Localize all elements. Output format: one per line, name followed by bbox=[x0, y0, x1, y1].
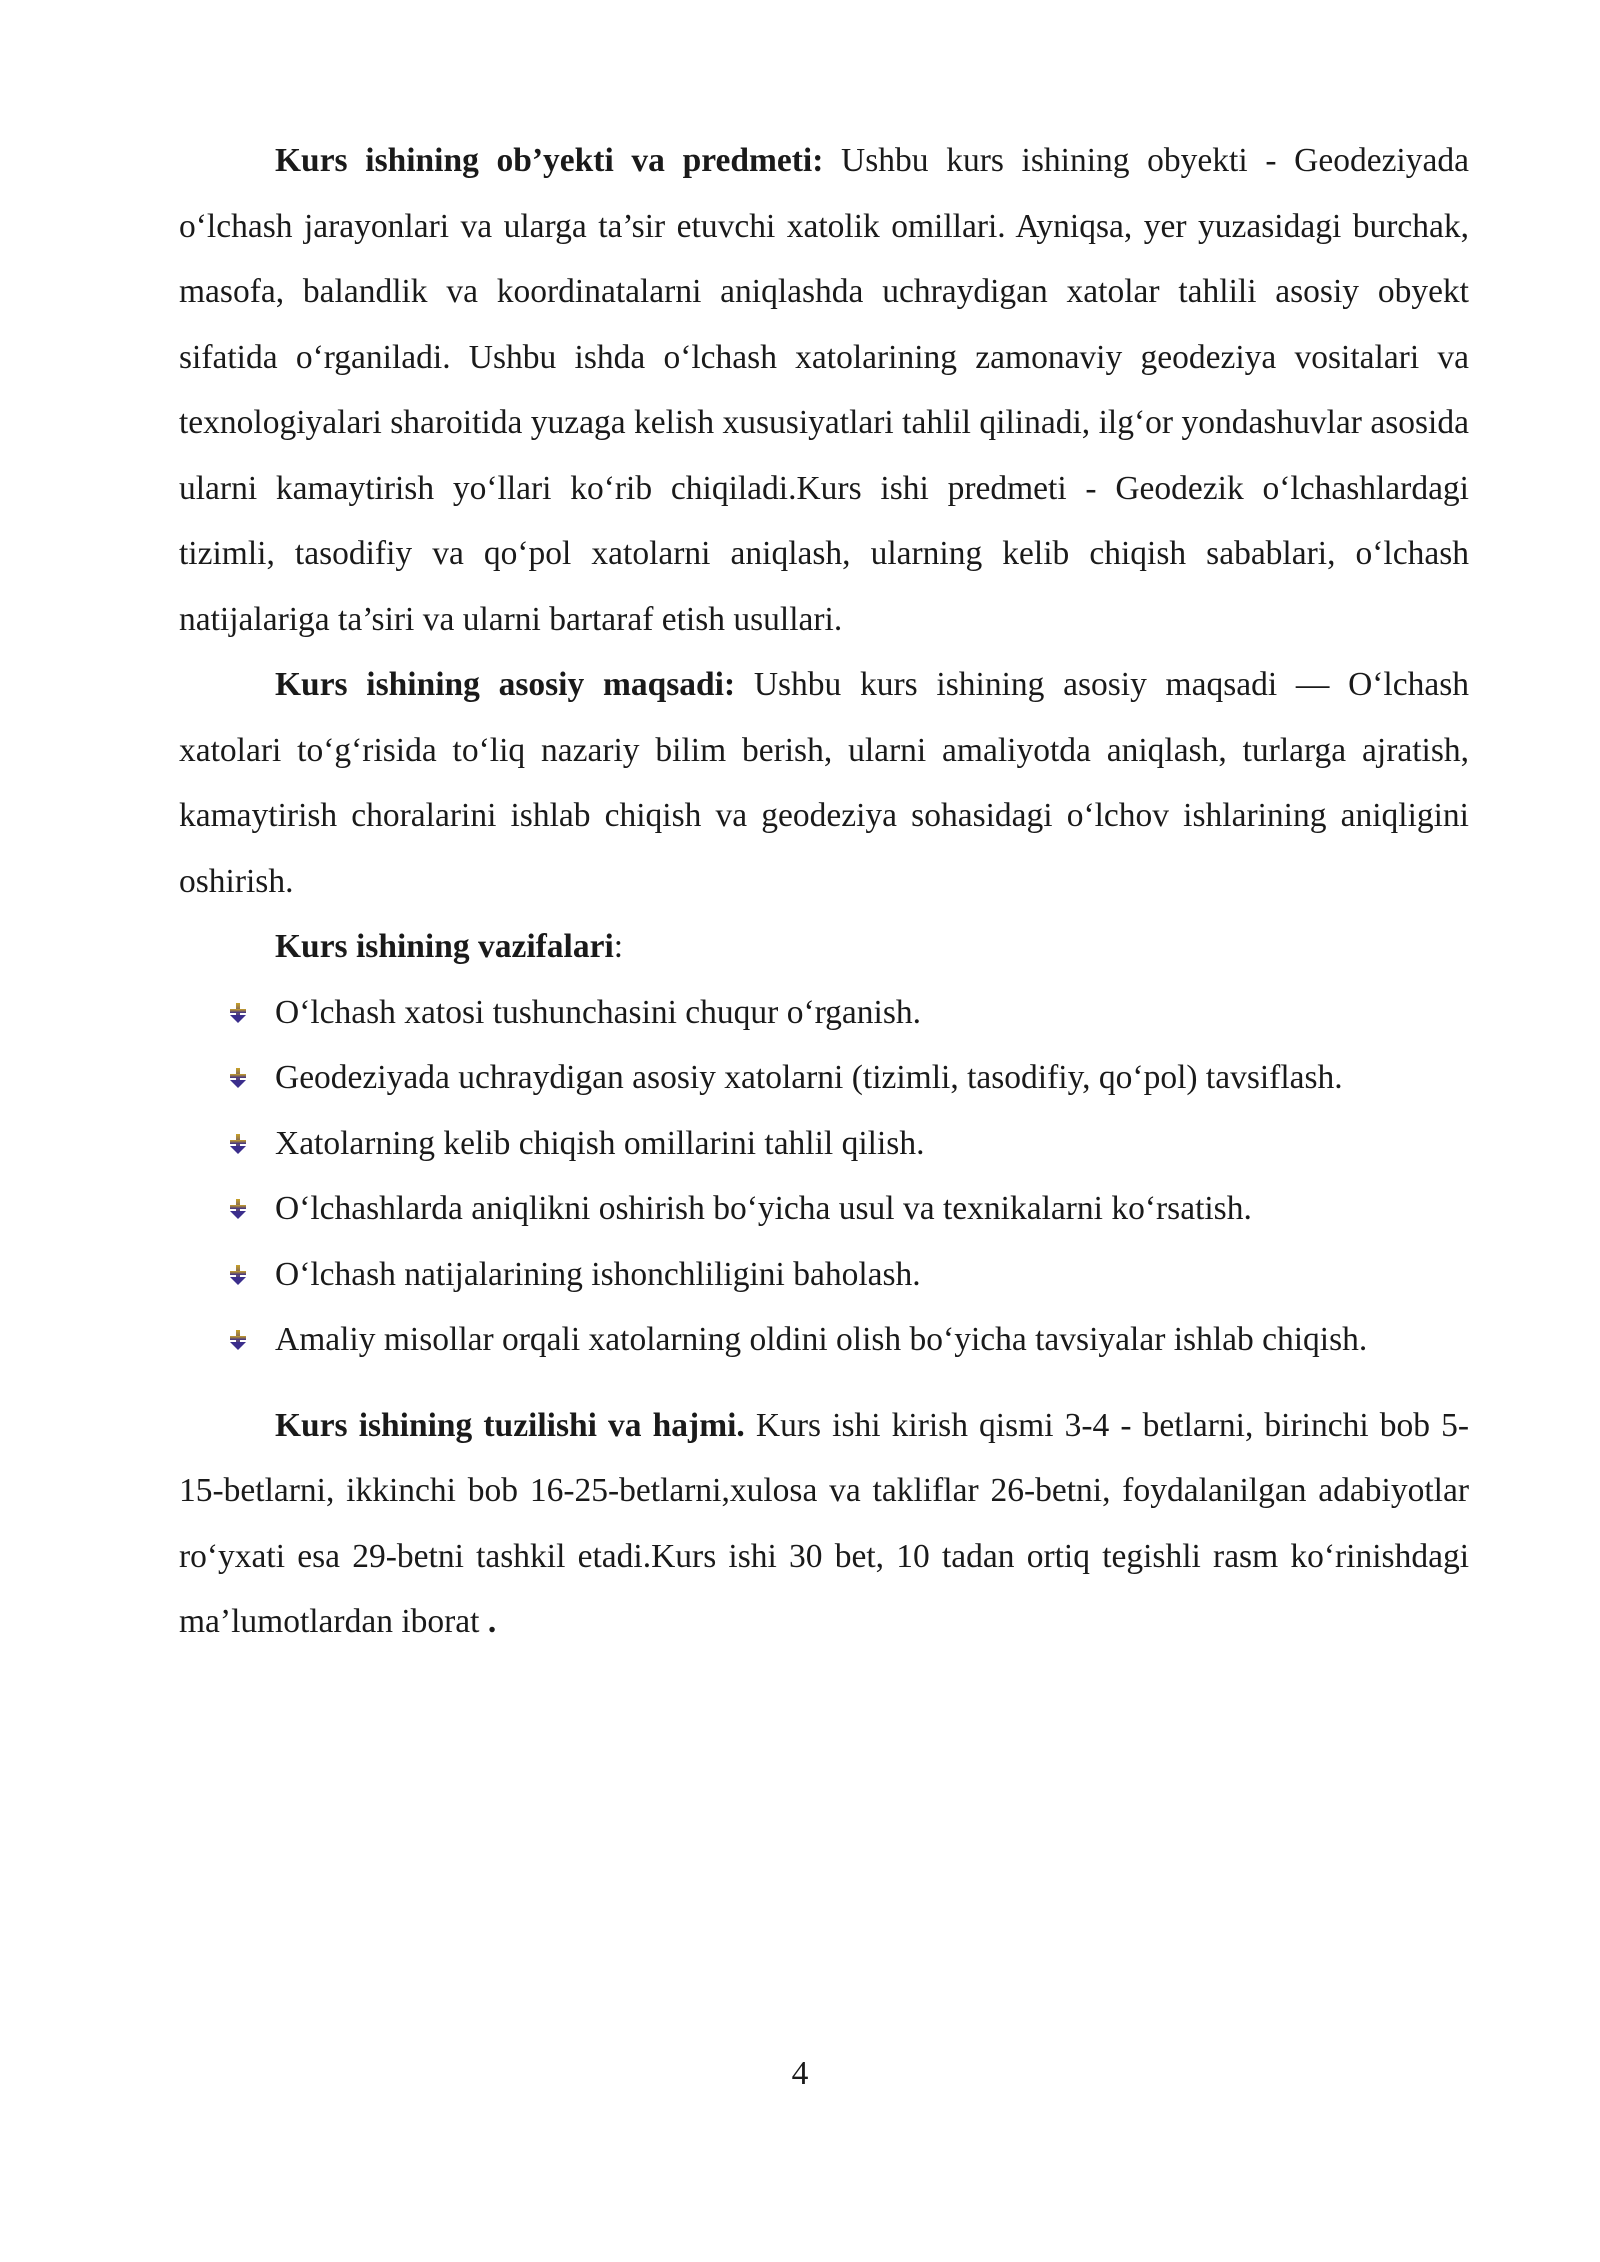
list-item bbox=[179, 1242, 1469, 1308]
structure-text: Kurs ishi kirish qismi 3-4 - betlarni, birinchi bob 5-15-betlarni, ikkinchi bob 16-25-betlarni,xulosa va takliflar 26-betni, foydalanilgan adabiyotlar ro‘yxati esa 29-betni tashkil etadi.Kurs ishi 30 bet, 10 tadan ortiq tegishli rasm ko‘rinishdagi ma’lumotlardan iborat bbox=[179, 1406, 1469, 1640]
page-number: 4 bbox=[791, 2055, 809, 2092]
structure-paragraph bbox=[179, 1393, 1469, 1655]
list-item-text: Xatolarning kelib chiqish omillarini tahlil qilish. bbox=[275, 1124, 925, 1162]
object-paragraph bbox=[179, 128, 1469, 652]
tasks-heading: Kurs ishining vazifalari bbox=[275, 928, 614, 965]
list-item bbox=[179, 1176, 1469, 1242]
arrow-down-plus-icon bbox=[227, 1002, 249, 1024]
section-spacer bbox=[179, 1373, 1469, 1393]
tasks-heading-colon: : bbox=[613, 928, 624, 965]
list-item-text: Amaliy misollar orqali xatolarning oldini olish bo‘yicha tavsiyalar ishlab chiqish. bbox=[275, 1321, 1368, 1358]
goal-text: Ushbu kurs ishining asosiy maqsadi — O‘lchash xatolari to‘g‘risida to‘liq nazariy bilim berish, ularni amaliyotda aniqlash, turlarga ajratish, kamaytirish choralarini ishlab chiqish va geodeziya sohasidagi o‘lchov ishlarining aniqligini oshirish. bbox=[179, 666, 1470, 900]
document-page bbox=[179, 128, 1469, 1655]
structure-heading: Kurs ishining tuzilishi va hajmi. bbox=[275, 1406, 745, 1444]
list-item bbox=[179, 1045, 1469, 1111]
list-item-text: O‘lchash xatosi tushunchasini chuqur o‘rganish. bbox=[275, 993, 922, 1031]
tasks-heading-line bbox=[179, 914, 1469, 980]
list-item-text: Geodeziyada uchraydigan asosiy xatolarni (tizimli, tasodifiy, qo‘pol) tavsiflash. bbox=[275, 1059, 1343, 1096]
list-item-text: O‘lchashlarda aniqlikni oshirish bo‘yicha usul va texnikalarni ko‘rsatish. bbox=[275, 1190, 1252, 1227]
arrow-down-plus-icon bbox=[227, 1133, 249, 1155]
arrow-down-plus-icon bbox=[227, 1067, 249, 1089]
structure-end-mark: . bbox=[479, 1603, 497, 1640]
arrow-down-plus-icon bbox=[227, 1264, 249, 1286]
list-item bbox=[179, 980, 1469, 1046]
arrow-down-plus-icon bbox=[227, 1198, 249, 1220]
list-item bbox=[179, 1111, 1469, 1177]
arrow-down-plus-icon bbox=[227, 1329, 249, 1351]
list-item-text: O‘lchash natijalarining ishonchliligini baholash. bbox=[275, 1255, 921, 1293]
list-item bbox=[179, 1307, 1469, 1373]
goal-paragraph bbox=[179, 652, 1469, 914]
goal-heading: Kurs ishining asosiy maqsadi: bbox=[275, 666, 736, 703]
tasks-list bbox=[179, 980, 1469, 1373]
object-text: Ushbu kurs ishining obyekti - Geodeziyada o‘lchash jarayonlari va ularga ta’sir etuvchi xatolik omillari. Ayniqsa, yer yuzasidagi burchak, masofa, balandlik va koordinatalarni aniqlashda uchraydigan xatolar tahlili asosiy obyekt sifatida o‘rganiladi. Ushbu ishda o‘lchash xatolarining zamonaviy geodeziya vositalari va texnologiyalari sharoitida yuzaga kelish xususiyatlari tahlil qilinadi, ilg‘or yondashuvlar asosida ularni kamaytirish yo‘llari ko‘rib chiqiladi.Kurs ishi predmeti - Geodezik o‘lchashlardagi tizimli, tasodifiy va qo‘pol xatolarni aniqlash, ularning kelib chiqish sabablari, o‘lchash natijalariga ta’siri va ularni bartaraf etish usullari. bbox=[179, 142, 1469, 638]
object-heading: Kurs ishining ob’yekti va predmeti: bbox=[275, 142, 824, 179]
